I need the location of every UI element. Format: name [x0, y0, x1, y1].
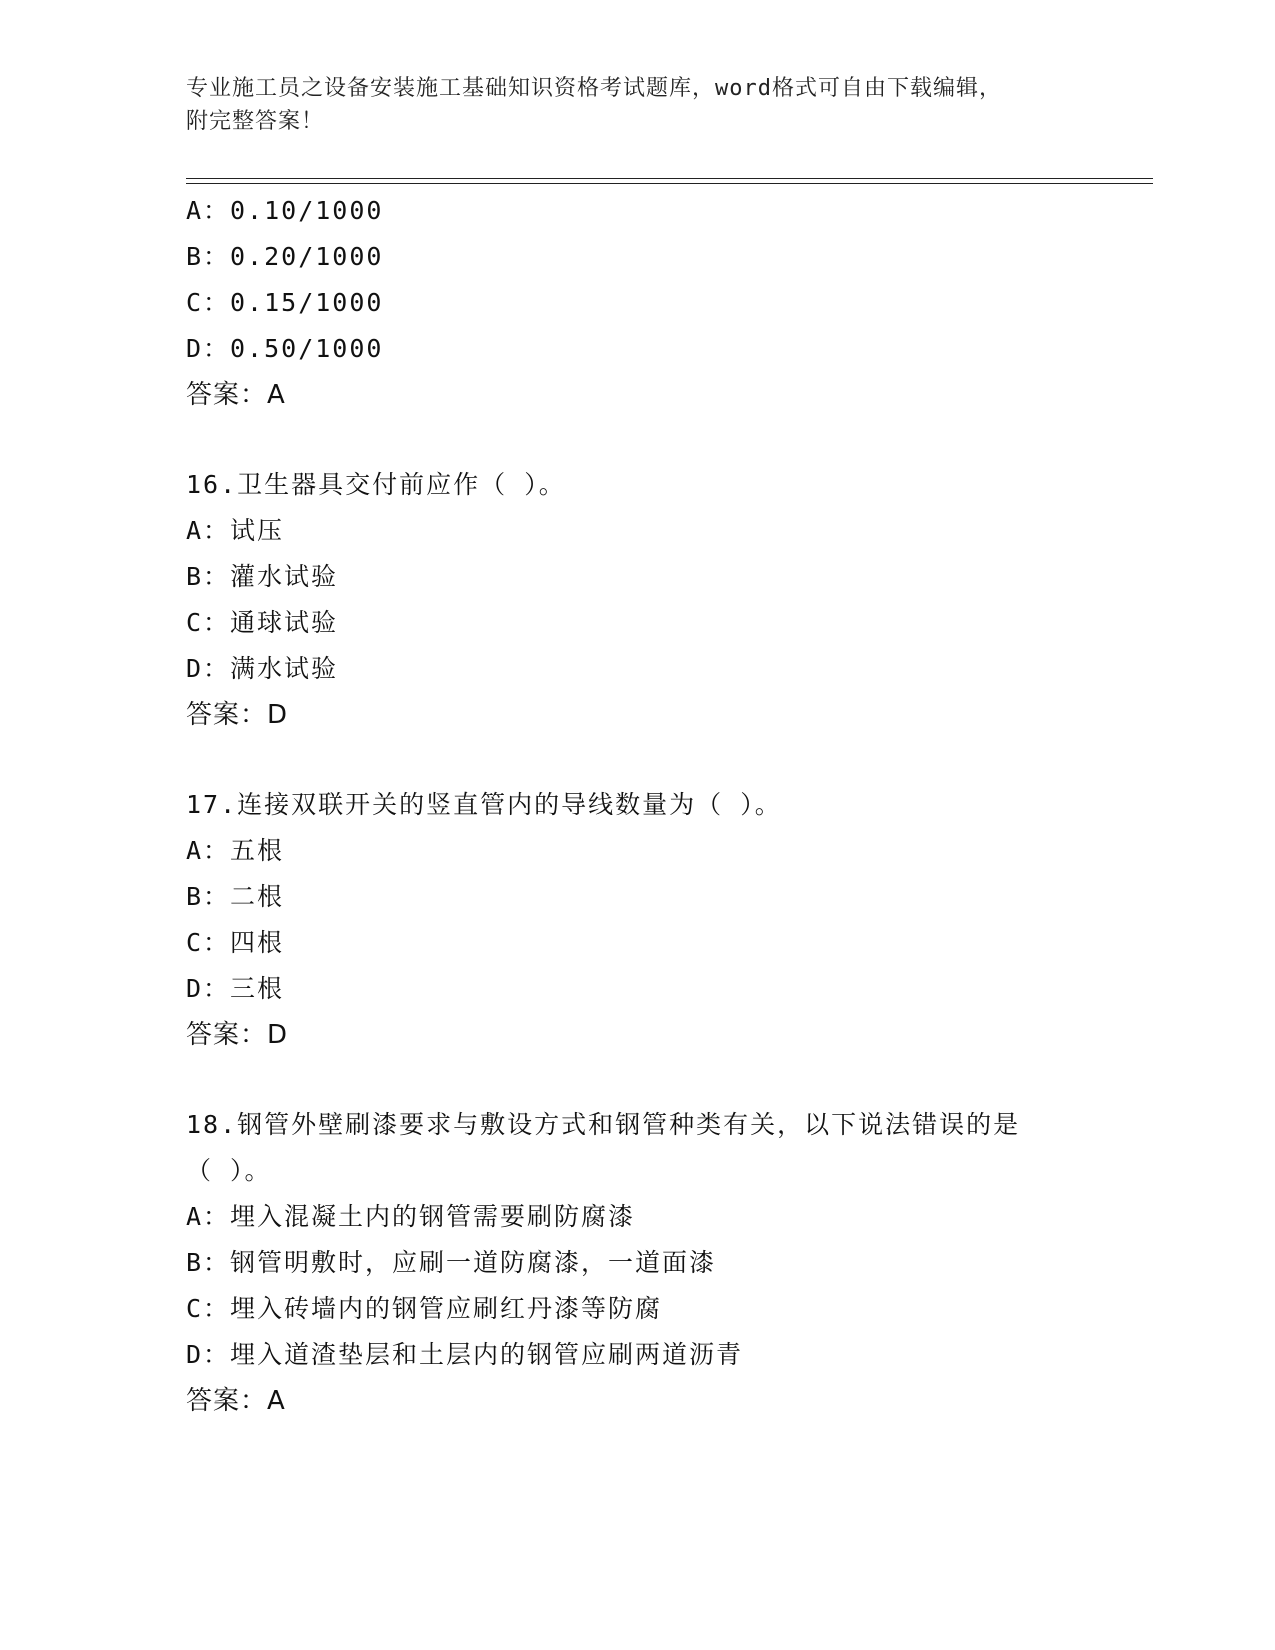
- option-label: D：: [186, 974, 231, 1003]
- option-text: 埋入道渣垫层和土层内的钢管应刷两道沥青: [230, 1340, 744, 1369]
- option-text: 灌水试验: [230, 562, 339, 591]
- question-title: 16.卫生器具交付前应作（ ）。: [186, 470, 566, 499]
- question-15: [186, 188, 1146, 418]
- question-title-line-2: （ ）。: [186, 1156, 272, 1185]
- question-list: [186, 188, 1146, 1424]
- option-label: B：: [186, 882, 231, 911]
- question-16: [186, 462, 1146, 738]
- option-text: 试压: [230, 516, 285, 545]
- option-c: [186, 920, 1146, 966]
- header-divider-top: [186, 178, 1153, 179]
- option-b: [186, 234, 1146, 280]
- option-text: 0.15/1000: [230, 288, 384, 317]
- option-d: [186, 326, 1146, 372]
- option-text: 二根: [230, 882, 285, 911]
- option-label: C：: [186, 928, 231, 957]
- option-a: [186, 828, 1146, 874]
- header-line-1: 专业施工员之设备安装施工基础知识资格考试题库，word格式可自由下载编辑，: [186, 76, 1002, 101]
- option-label: D：: [186, 334, 231, 363]
- option-label: C：: [186, 1294, 231, 1323]
- option-b: [186, 874, 1146, 920]
- option-a: [186, 188, 1146, 234]
- option-label: A：: [186, 516, 231, 545]
- option-text: 埋入混凝土内的钢管需要刷防腐漆: [230, 1202, 636, 1231]
- question-title: 17.连接双联开关的竖直管内的导线数量为（ ）。: [186, 790, 782, 819]
- option-b: [186, 1240, 1146, 1286]
- option-label: D：: [186, 1340, 231, 1369]
- option-text: 满水试验: [230, 654, 339, 683]
- option-label: B：: [186, 562, 231, 591]
- option-text: 钢管明敷时，应刷一道防腐漆，一道面漆: [230, 1248, 717, 1277]
- option-a: [186, 508, 1146, 554]
- option-text: 埋入砖墙内的钢管应刷红丹漆等防腐: [230, 1294, 663, 1323]
- document-header: [186, 72, 1086, 138]
- option-label: D：: [186, 654, 231, 683]
- option-label: B：: [186, 242, 231, 271]
- answer: 答案：D: [186, 1020, 289, 1050]
- option-text: 0.20/1000: [230, 242, 384, 271]
- option-text: 0.10/1000: [230, 196, 384, 225]
- option-c: [186, 600, 1146, 646]
- option-label: A：: [186, 836, 231, 865]
- option-a: [186, 1194, 1146, 1240]
- option-c: [186, 280, 1146, 326]
- question-17: [186, 782, 1146, 1058]
- option-d: [186, 646, 1146, 692]
- option-text: 五根: [230, 836, 285, 865]
- option-text: 通球试验: [230, 608, 339, 637]
- option-d: [186, 966, 1146, 1012]
- answer: 答案：A: [186, 380, 286, 410]
- option-text: 三根: [230, 974, 285, 1003]
- header-line-2: 附完整答案！: [186, 109, 325, 134]
- answer: 答案：A: [186, 1386, 286, 1416]
- option-d: [186, 1332, 1146, 1378]
- option-text: 四根: [230, 928, 285, 957]
- option-label: C：: [186, 608, 231, 637]
- option-label: A：: [186, 1202, 231, 1231]
- option-c: [186, 1286, 1146, 1332]
- question-title-line-1: 18.钢管外壁刷漆要求与敷设方式和钢管种类有关，以下说法错误的是: [186, 1110, 1021, 1139]
- question-18: [186, 1102, 1146, 1424]
- option-label: A：: [186, 196, 231, 225]
- option-b: [186, 554, 1146, 600]
- option-label: C：: [186, 288, 231, 317]
- answer: 答案：D: [186, 700, 289, 730]
- option-text: 0.50/1000: [230, 334, 384, 363]
- header-divider-bottom: [186, 183, 1153, 184]
- option-label: B：: [186, 1248, 231, 1277]
